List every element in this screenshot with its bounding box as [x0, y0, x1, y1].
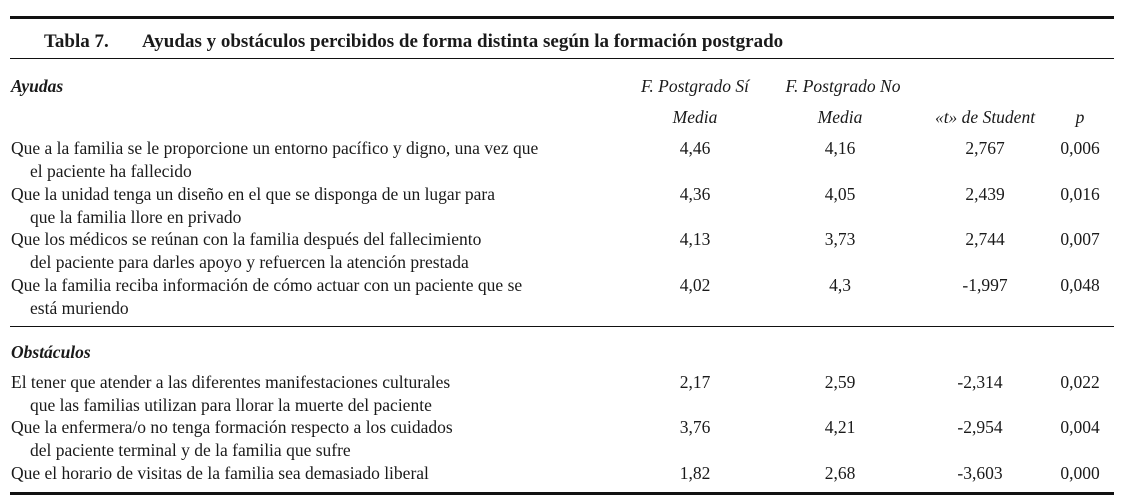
row-text-line1: El tener que atender a las diferentes manifestaciones culturales [11, 372, 451, 392]
row-description [11, 137, 611, 183]
cell-p: 0,000 [1060, 463, 1100, 483]
title-rule [10, 58, 1114, 59]
column-header-media-si: Media [672, 107, 718, 127]
bottom-rule-thick [10, 492, 1114, 495]
section-divider-rule [10, 326, 1114, 327]
cell-media-si: 3,76 [679, 417, 711, 437]
table-number: Tabla 7. [44, 31, 109, 52]
cell-t-student: -2,954 [957, 417, 1003, 437]
row-description [11, 228, 611, 274]
top-rule-thick [10, 16, 1114, 19]
section-heading-obstaculos: Obstáculos [11, 342, 91, 362]
row-text-line1: Que la unidad tenga un diseño en el que se disponga de un lugar para [11, 184, 496, 204]
section-heading-ayudas: Ayudas [11, 76, 64, 96]
cell-media-no: 4,16 [824, 138, 856, 158]
cell-t-student: 2,767 [965, 138, 1005, 158]
row-description [11, 274, 611, 320]
row-text-line1: Que la familia reciba información de cómo actuar con un paciente que se [11, 275, 523, 295]
cell-p: 0,048 [1060, 275, 1100, 295]
cell-media-si: 4,13 [679, 229, 711, 249]
row-description [11, 416, 611, 462]
row-text-line1: Que la enfermera/o no tenga formación respecto a los cuidados [11, 417, 453, 437]
column-header-media-no: Media [817, 107, 863, 127]
cell-media-si: 4,36 [679, 184, 711, 204]
cell-p: 0,004 [1060, 417, 1100, 437]
row-text-line2: del paciente para darles apoyo y refuercen la atención prestada [30, 252, 469, 272]
cell-media-no: 4,3 [829, 275, 851, 295]
row-text-line1: Que a la familia se le proporcione un entorno pacífico y digno, una vez que [11, 138, 539, 158]
cell-media-no: 4,21 [824, 417, 856, 437]
cell-media-no: 2,68 [824, 463, 856, 483]
row-text-line2: que la familia llore en privado [30, 207, 242, 227]
column-header-t-student: «t» de Student [934, 107, 1036, 127]
table-caption [44, 31, 783, 53]
cell-p: 0,022 [1060, 372, 1100, 392]
cell-t-student: 2,439 [965, 184, 1005, 204]
cell-media-no: 3,73 [824, 229, 856, 249]
row-description [11, 462, 611, 485]
row-text-line2: del paciente terminal y de la familia que sufre [30, 440, 351, 460]
cell-p: 0,016 [1060, 184, 1100, 204]
cell-t-student: 2,744 [965, 229, 1005, 249]
row-text-line1: Que el horario de visitas de la familia sea demasiado liberal [11, 463, 429, 483]
column-header-p: p [1075, 107, 1085, 127]
row-description [11, 183, 611, 229]
cell-media-no: 2,59 [824, 372, 856, 392]
row-description [11, 371, 611, 417]
cell-media-si: 4,02 [679, 275, 711, 295]
row-text-line2: está muriendo [30, 298, 129, 318]
cell-media-si: 1,82 [679, 463, 711, 483]
cell-t-student: -1,997 [962, 275, 1008, 295]
column-group-postgrado-si: F. Postgrado Sí [640, 76, 750, 96]
row-text-line2: el paciente ha fallecido [30, 161, 192, 181]
cell-t-student: -2,314 [957, 372, 1003, 392]
row-text-line2: que las familias utilizan para llorar la muerte del paciente [30, 395, 432, 415]
cell-t-student: -3,603 [957, 463, 1003, 483]
table-title: Ayudas y obstáculos percibidos de forma distinta según la formación postgrado [142, 31, 784, 52]
cell-media-no: 4,05 [824, 184, 856, 204]
row-text-line1: Que los médicos se reúnan con la familia después del fallecimiento [11, 229, 482, 249]
cell-p: 0,006 [1060, 138, 1100, 158]
column-group-postgrado-no: F. Postgrado No [785, 76, 901, 96]
cell-p: 0,007 [1060, 229, 1100, 249]
cell-media-si: 2,17 [679, 372, 711, 392]
cell-media-si: 4,46 [679, 138, 711, 158]
